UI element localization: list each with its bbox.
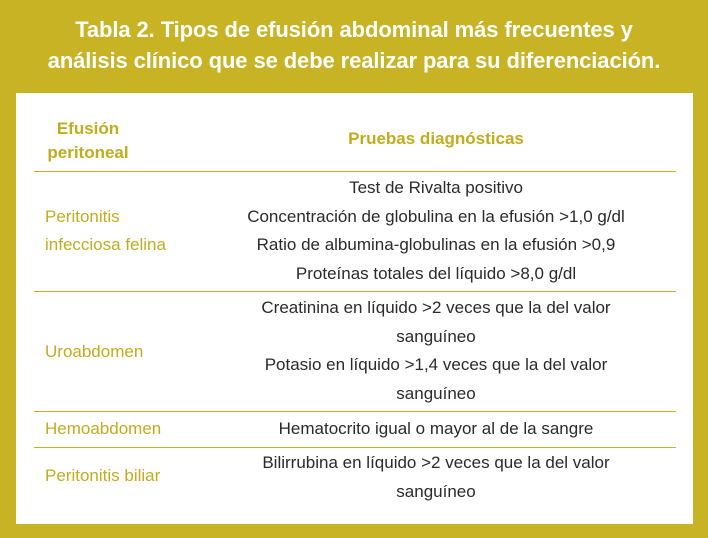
table-title-line-2: análisis clínico que se debe realizar para su diferenciación. bbox=[47, 48, 661, 73]
test-line: Potasio en líquido >1,4 veces que la del valor bbox=[264, 355, 608, 374]
row-tests-peritonitis-infecciosa bbox=[206, 174, 666, 288]
table-panel bbox=[16, 93, 693, 524]
row-label-line-1: Peritonitis biliar bbox=[45, 466, 161, 485]
column-header-pruebas: Pruebas diagnósticas bbox=[348, 129, 524, 148]
test-line: Creatinina en líquido >2 veces que la del valor bbox=[261, 298, 611, 317]
test-line: Bilirrubina en líquido >2 veces que la del valor bbox=[262, 453, 610, 472]
row-label-hemoabdomen bbox=[45, 415, 161, 443]
test-line: sanguíneo bbox=[396, 383, 476, 403]
row-label-line-1: Uroabdomen bbox=[45, 342, 144, 361]
column-header-efusion bbox=[34, 117, 142, 165]
row-tests-peritonitis-biliar bbox=[206, 449, 666, 506]
row-divider bbox=[34, 447, 676, 448]
table-title-line-1: Tabla 2. Tipos de efusión abdominal más frecuentes y bbox=[75, 17, 633, 42]
test-line: Hematocrito igual o mayor al de la sangre bbox=[278, 419, 594, 438]
column-header-efusion-line-2: peritoneal bbox=[47, 143, 129, 162]
row-tests-uroabdomen bbox=[206, 294, 666, 408]
row-label-line-1: Hemoabdomen bbox=[45, 419, 162, 438]
test-line: Proteínas totales del líquido >8,0 g/dl bbox=[295, 263, 577, 283]
test-line: sanguíneo bbox=[396, 326, 476, 346]
test-line: Concentración de globulina en la efusión >1,0 g/dl bbox=[247, 206, 625, 226]
test-line: Ratio de albumina-globulinas en la efusión >0,9 bbox=[256, 235, 616, 254]
row-label-line-1: Peritonitis bbox=[45, 207, 120, 226]
table-title bbox=[16, 14, 692, 76]
header-divider bbox=[34, 171, 676, 172]
test-line: sanguíneo bbox=[396, 481, 476, 501]
row-divider bbox=[34, 411, 676, 412]
column-header-efusion-line-1: Efusión bbox=[56, 119, 120, 138]
row-divider bbox=[34, 291, 676, 292]
row-label-peritonitis-biliar bbox=[45, 462, 160, 490]
row-label-line-2: infecciosa felina bbox=[45, 235, 166, 254]
row-tests-hemoabdomen bbox=[206, 415, 666, 444]
row-label-peritonitis-infecciosa bbox=[45, 203, 166, 259]
test-line: Test de Rivalta positivo bbox=[349, 178, 523, 197]
row-label-uroabdomen bbox=[45, 338, 143, 366]
